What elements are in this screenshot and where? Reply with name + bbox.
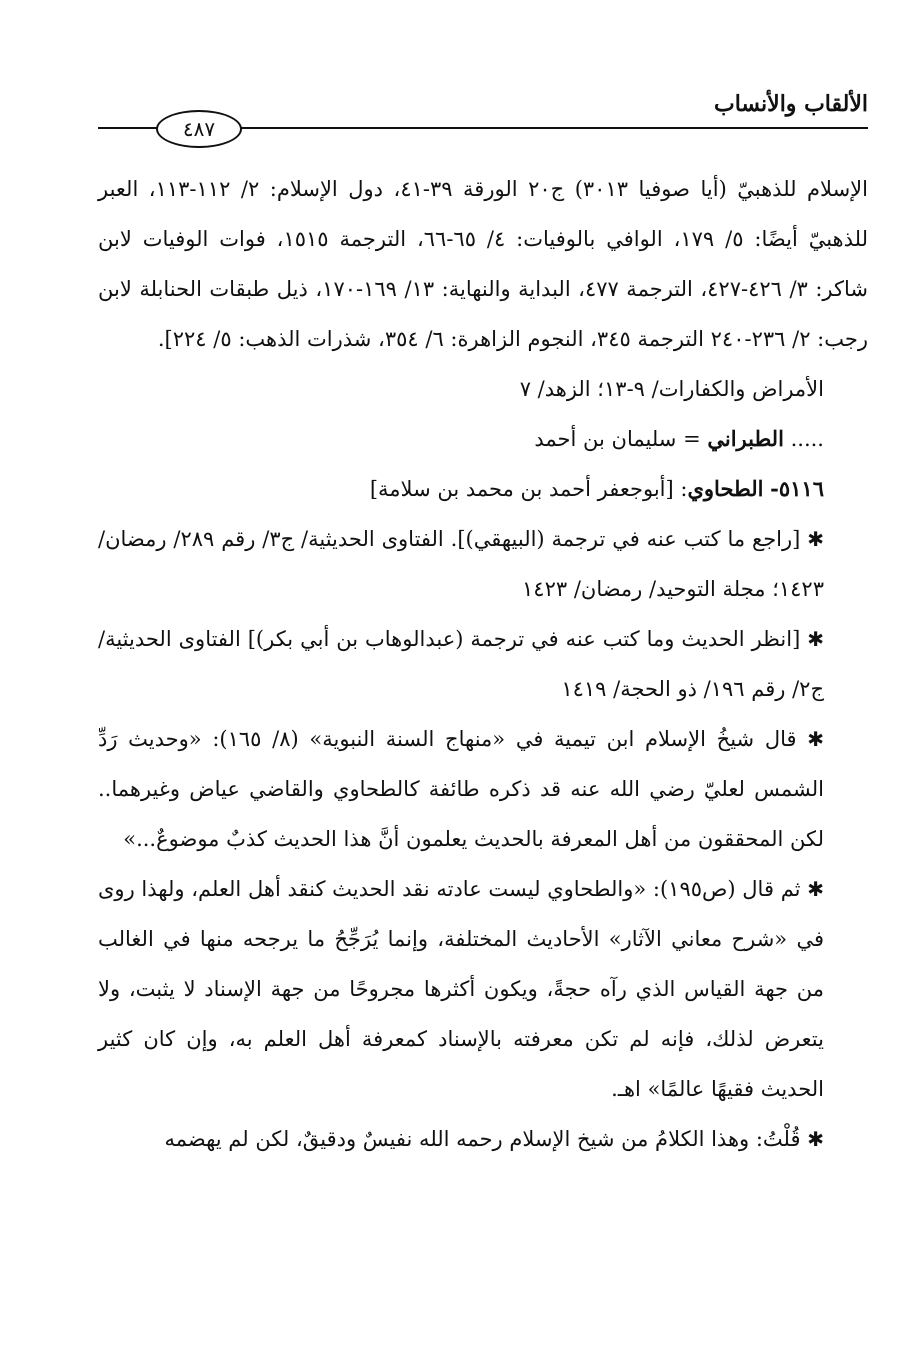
running-title: الألقاب والأنساب	[713, 91, 868, 117]
bullet-star-icon: ✱	[807, 877, 824, 901]
note-paragraph-4	[98, 864, 868, 1114]
note-paragraph-3	[98, 714, 868, 864]
sources-paragraph: الإسلام للذهبيّ (أيا صوفيا ٣٠١٣) ج٢٠ الورقة ٣٩-٤١، دول الإسلام: ٢/ ١١٢-١١٣، العبر للذهبيّ أيضًا: ٥/ ١٧٩، الوافي بالوفيات: ٤/ ٦٥-٦٦، الترجمة ١٥١٥، فوات الوفيات لابن شاكر: ٣/ ٤٢٦-٤٢٧، الترجمة ٤٧٧، البداية والنهاية: ١٣/ ١٦٩-١٧٠، ذيل طبقات الحنابلة لابن رجب: ٢/ ٢٣٦-٢٤٠ الترجمة ٣٤٥، النجوم الزاهرة: ٦/ ٣٥٤، شذرات الذهب: ٥/ ٢٢٤].	[98, 177, 868, 351]
entry-name: الطحاوي	[687, 476, 764, 501]
note-text-4: ثم قال (ص١٩٥): «والطحاوي ليست عادته نقد الحديث كنقد أهل العلم، ولهذا روى في «شرح معاني الآثار» الأحاديث المختلفة، وإنما يُرَجِّحُ ما يرجحه منها في الغالب من جهة القياس الذي رآه حجةً، ويكون أكثرها مجروحًا من جهة الإسناد لا يثبت، ولا يتعرض لذلك، فإنه لم تكن معرفته بالإسناد كمعرفة أهل العلم به، وإن كان كثير الحديث فقيهًا عالمًا» اهـ.	[98, 877, 824, 1101]
note-paragraph-2	[98, 614, 868, 714]
entry-full-name: : [أبوجعفر أحمد بن محمد بن سلامة]	[369, 477, 688, 501]
bullet-star-icon: ✱	[807, 527, 825, 551]
entry-heading	[98, 464, 868, 514]
bullet-star-icon: ✱	[807, 627, 824, 651]
crossref-line	[98, 414, 868, 464]
works-line: الأمراض والكفارات/ ٩-١٣؛ الزهد/ ٧	[519, 377, 824, 401]
note-text-2: [انظر الحديث وما كتب عنه في ترجمة (عبدالوهاب بن أبي بكر)] الفتاوى الحديثية/ ج٢/ رقم ١٩٦/ ذو الحجة/ ١٤١٩	[98, 627, 824, 701]
note-paragraph-5	[98, 1114, 868, 1164]
note-text-3: قال شيخُ الإسلام ابن تيمية في «منهاج السنة النبوية» (٨/ ١٦٥): «وحديث رَدِّ الشمس لعليّ رضي الله عنه قد ذكره طائفة كالطحاوي والقاضي عياض وغيرهما.. لكن المحققون من أهل المعرفة بالحديث يعلمون أنَّ هذا الحديث كذبٌ موضوعٌ...»	[98, 727, 824, 851]
page-number: ٤٨٧	[156, 110, 242, 148]
entry-number: ٥١١٦-	[770, 476, 824, 501]
crossref-target: = سليمان بن أحمد	[534, 427, 708, 451]
crossref-dots: .....	[790, 427, 824, 451]
crossref-name: الطبراني	[707, 426, 784, 451]
note-paragraph-1	[98, 514, 868, 614]
bullet-star-icon: ✱	[807, 727, 824, 751]
page-body	[98, 164, 868, 1164]
note-text-1: [راجع ما كتب عنه في ترجمة (البيهقي)]. الفتاوى الحديثية/ ج٣/ رقم ٢٨٩/ رمضان/ ١٤٢٣؛ مجلة التوحيد/ رمضان/ ١٤٢٣	[98, 527, 824, 601]
bullet-star-icon: ✱	[807, 1127, 824, 1151]
note-text-5: قُلْتُ: وهذا الكلامُ من شيخ الإسلام رحمه الله نفيسٌ ودقيقٌ، لكن لم يهضمه	[164, 1127, 801, 1151]
